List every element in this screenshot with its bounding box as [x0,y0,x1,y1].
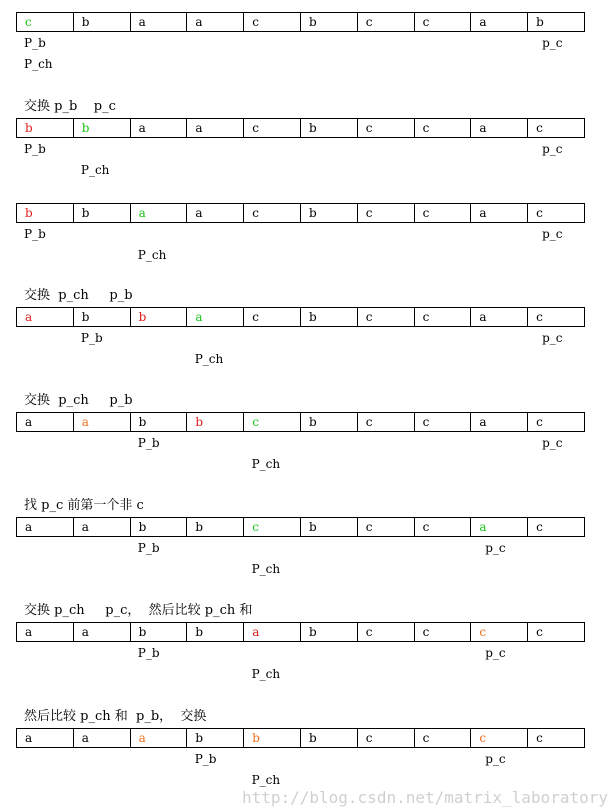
array-cell: c [357,729,414,747]
array-cell: a [130,119,187,137]
pointer-label: P_b [137,436,160,450]
array-cell: c [357,308,414,326]
array-cell: b [186,623,243,641]
array-cell: b [73,13,130,31]
step-caption: 找 p_c 前第一个非 c [24,498,144,513]
array-row [16,412,585,432]
pointer-label: P_b [137,541,160,555]
array-cell: c [414,119,471,137]
pointer-label: P_ch [80,163,110,177]
array-cell: a [73,518,130,536]
array-cell: c [470,623,527,641]
array-cell: c [527,308,584,326]
array-cell: b [300,308,357,326]
array-cell: a [186,13,243,31]
pointer-label: p_c [485,752,506,766]
pointer-label: p_c [542,436,563,450]
array-cell: a [130,204,187,222]
pointer-label: P_b [24,142,46,156]
step-caption: 交换 p_ch p_c， 然后比较 p_ch 和 [24,603,253,618]
array-cell: c [527,204,584,222]
array-cell: b [186,729,243,747]
array-cell: b [527,13,584,31]
array-cell: a [186,204,243,222]
pointer-label: P_b [194,752,217,766]
array-cell: c [527,729,584,747]
array-cell: b [73,119,130,137]
step-caption: 交换 p_ch p_b [24,288,133,303]
array-cell: a [73,623,130,641]
array-cell: b [300,729,357,747]
array-cell: a [73,729,130,747]
array-cell: a [470,13,527,31]
array-cell: c [414,623,471,641]
array-cell: a [130,13,187,31]
array-cell: b [300,518,357,536]
array-cell: c [357,119,414,137]
array-cell: b [300,13,357,31]
array-cell: c [414,13,471,31]
array-cell: c [414,308,471,326]
array-cell: b [300,623,357,641]
array-cell: a [130,729,187,747]
array-cell: b [73,308,130,326]
array-cell: b [300,119,357,137]
array-cell: c [357,13,414,31]
watermark: http://blog.csdn.net/matrix_laboratory [241,788,608,807]
pointer-label: P_ch [251,773,281,787]
pointer-label: P_ch [251,667,281,681]
step-caption: 交换 p_b p_c [24,99,116,114]
array-cell: c [414,413,471,431]
array-cell: b [25,206,33,220]
array-cell: c [357,518,414,536]
array-cell: a [186,119,243,137]
array-cell: b [130,308,187,326]
pointer-label: p_c [542,227,563,241]
array-cell: a [73,413,130,431]
pointer-label: P_b [80,331,103,345]
array-cell: b [243,729,300,747]
array-cell: a [25,520,33,534]
array-cell: b [130,518,187,536]
step-caption: 交换 p_ch p_b [24,393,133,408]
pointer-label: P_b [24,36,46,50]
array-cell: c [243,204,300,222]
pointer-label: p_c [485,646,506,660]
array-row [16,728,585,748]
array-cell: a [25,625,33,639]
array-cell: b [130,623,187,641]
array-cell: a [25,415,33,429]
array-cell: c [243,13,300,31]
array-cell: a [25,310,33,324]
array-cell: c [243,413,300,431]
array-cell: b [25,121,33,135]
array-row [16,118,585,138]
pointer-label: P_ch [194,352,224,366]
array-cell: a [470,204,527,222]
array-cell: a [243,623,300,641]
pointer-label: P_ch [251,562,281,576]
array-cell: c [357,413,414,431]
array-cell: b [300,204,357,222]
array-cell: a [470,413,527,431]
array-cell: c [527,413,584,431]
array-cell: c [243,308,300,326]
array-cell: c [243,119,300,137]
array-cell: c [470,729,527,747]
array-cell: c [527,623,584,641]
array-cell: b [73,204,130,222]
pointer-label: p_c [542,142,563,156]
array-cell: c [414,204,471,222]
array-cell: a [470,119,527,137]
array-cell: b [186,413,243,431]
array-cell: c [527,518,584,536]
array-cell: b [186,518,243,536]
pointer-label: p_c [542,36,563,50]
step-caption: 然后比较 p_ch 和 p_b， 交换 [24,709,207,724]
array-cell: a [25,731,33,745]
pointer-label: P_ch [251,457,281,471]
pointer-label: p_c [485,541,506,555]
array-cell: b [300,413,357,431]
pointer-label: P_b [24,227,46,241]
array-cell: a [470,518,527,536]
array-cell: a [186,308,243,326]
array-row [16,517,585,537]
array-row [16,622,585,642]
array-cell: b [130,413,187,431]
array-row [16,307,585,327]
array-row [16,203,585,223]
array-cell: c [414,729,471,747]
pointer-label: p_c [542,331,563,345]
array-cell: c [357,204,414,222]
array-cell: c [243,518,300,536]
array-cell: a [470,308,527,326]
array-cell: c [357,623,414,641]
array-cell: c [527,119,584,137]
pointer-label: P_ch [137,248,167,262]
pointer-label: P_ch [24,57,53,71]
array-cell: c [25,15,32,29]
array-cell: c [414,518,471,536]
pointer-label: P_b [137,646,160,660]
array-row [16,12,585,32]
